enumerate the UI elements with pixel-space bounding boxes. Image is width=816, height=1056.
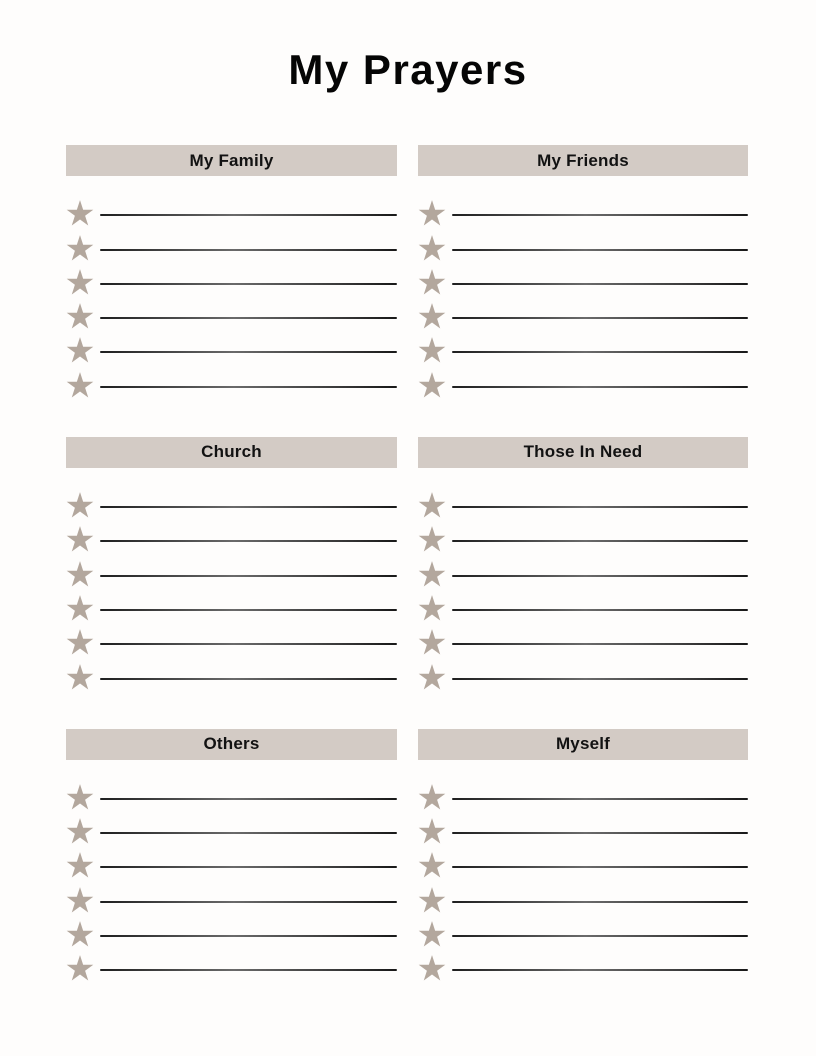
writing-line xyxy=(100,969,397,971)
section-header xyxy=(418,729,748,760)
prayer-line-row xyxy=(66,645,397,679)
page-title: My Prayers xyxy=(288,46,528,93)
writing-line xyxy=(100,386,397,388)
prayer-section xyxy=(418,729,748,972)
prayer-line-row xyxy=(66,766,397,800)
section-rows xyxy=(418,468,748,680)
star-icon xyxy=(418,955,446,981)
prayer-section xyxy=(66,145,397,388)
section-rows xyxy=(66,468,397,680)
section-header-label: Others xyxy=(203,734,260,754)
sections-grid xyxy=(66,145,748,971)
prayer-line-row xyxy=(66,937,397,971)
prayer-line-row xyxy=(66,508,397,542)
prayer-line-row xyxy=(418,611,748,645)
prayer-line-row xyxy=(66,542,397,576)
section-header xyxy=(66,145,397,176)
prayer-line-row xyxy=(418,474,748,508)
star-icon xyxy=(418,664,446,690)
section-header xyxy=(66,437,397,468)
prayer-line-row xyxy=(66,868,397,902)
prayer-line-row xyxy=(418,577,748,611)
section-rows xyxy=(418,760,748,972)
section-header-label: Those In Need xyxy=(523,442,643,462)
prayer-section xyxy=(418,145,748,388)
star-icon xyxy=(418,372,446,398)
section-rows xyxy=(66,760,397,972)
prayer-line-row xyxy=(418,868,748,902)
prayer-line-row xyxy=(66,182,397,216)
section-header-label: Myself xyxy=(555,734,611,754)
section-header xyxy=(66,729,397,760)
writing-line xyxy=(452,386,748,388)
section-header-label: My Friends xyxy=(537,150,629,170)
prayer-line-row xyxy=(418,903,748,937)
prayer-line-row xyxy=(418,353,748,387)
prayer-line-row xyxy=(66,319,397,353)
section-rows xyxy=(66,176,397,388)
prayer-line-row xyxy=(66,577,397,611)
prayer-section xyxy=(66,729,397,972)
prayer-line-row xyxy=(418,834,748,868)
prayer-line-row xyxy=(66,353,397,387)
prayer-line-row xyxy=(418,319,748,353)
section-header-label: My Family xyxy=(189,150,274,170)
prayer-line-row xyxy=(418,182,748,216)
star-icon xyxy=(66,664,94,690)
section-rows xyxy=(418,176,748,388)
prayer-line-row xyxy=(66,474,397,508)
prayer-line-row xyxy=(418,251,748,285)
prayer-line-row xyxy=(66,800,397,834)
prayer-line-row xyxy=(66,611,397,645)
prayer-line-row xyxy=(418,937,748,971)
prayer-line-row xyxy=(418,508,748,542)
prayer-line-row xyxy=(66,285,397,319)
prayer-line-row xyxy=(418,542,748,576)
writing-line xyxy=(100,678,397,680)
writing-line xyxy=(452,678,748,680)
star-icon xyxy=(66,372,94,398)
prayer-line-row xyxy=(66,251,397,285)
section-header xyxy=(418,145,748,176)
prayer-section xyxy=(418,437,748,680)
star-icon xyxy=(66,955,94,981)
prayer-line-row xyxy=(418,766,748,800)
writing-line xyxy=(452,969,748,971)
prayer-line-row xyxy=(66,834,397,868)
prayer-line-row xyxy=(418,800,748,834)
prayer-line-row xyxy=(418,645,748,679)
prayer-line-row xyxy=(418,285,748,319)
section-header xyxy=(418,437,748,468)
prayer-section xyxy=(66,437,397,680)
prayer-line-row xyxy=(418,216,748,250)
section-header-label: Church xyxy=(201,442,262,462)
prayer-line-row xyxy=(66,216,397,250)
prayer-line-row xyxy=(66,903,397,937)
